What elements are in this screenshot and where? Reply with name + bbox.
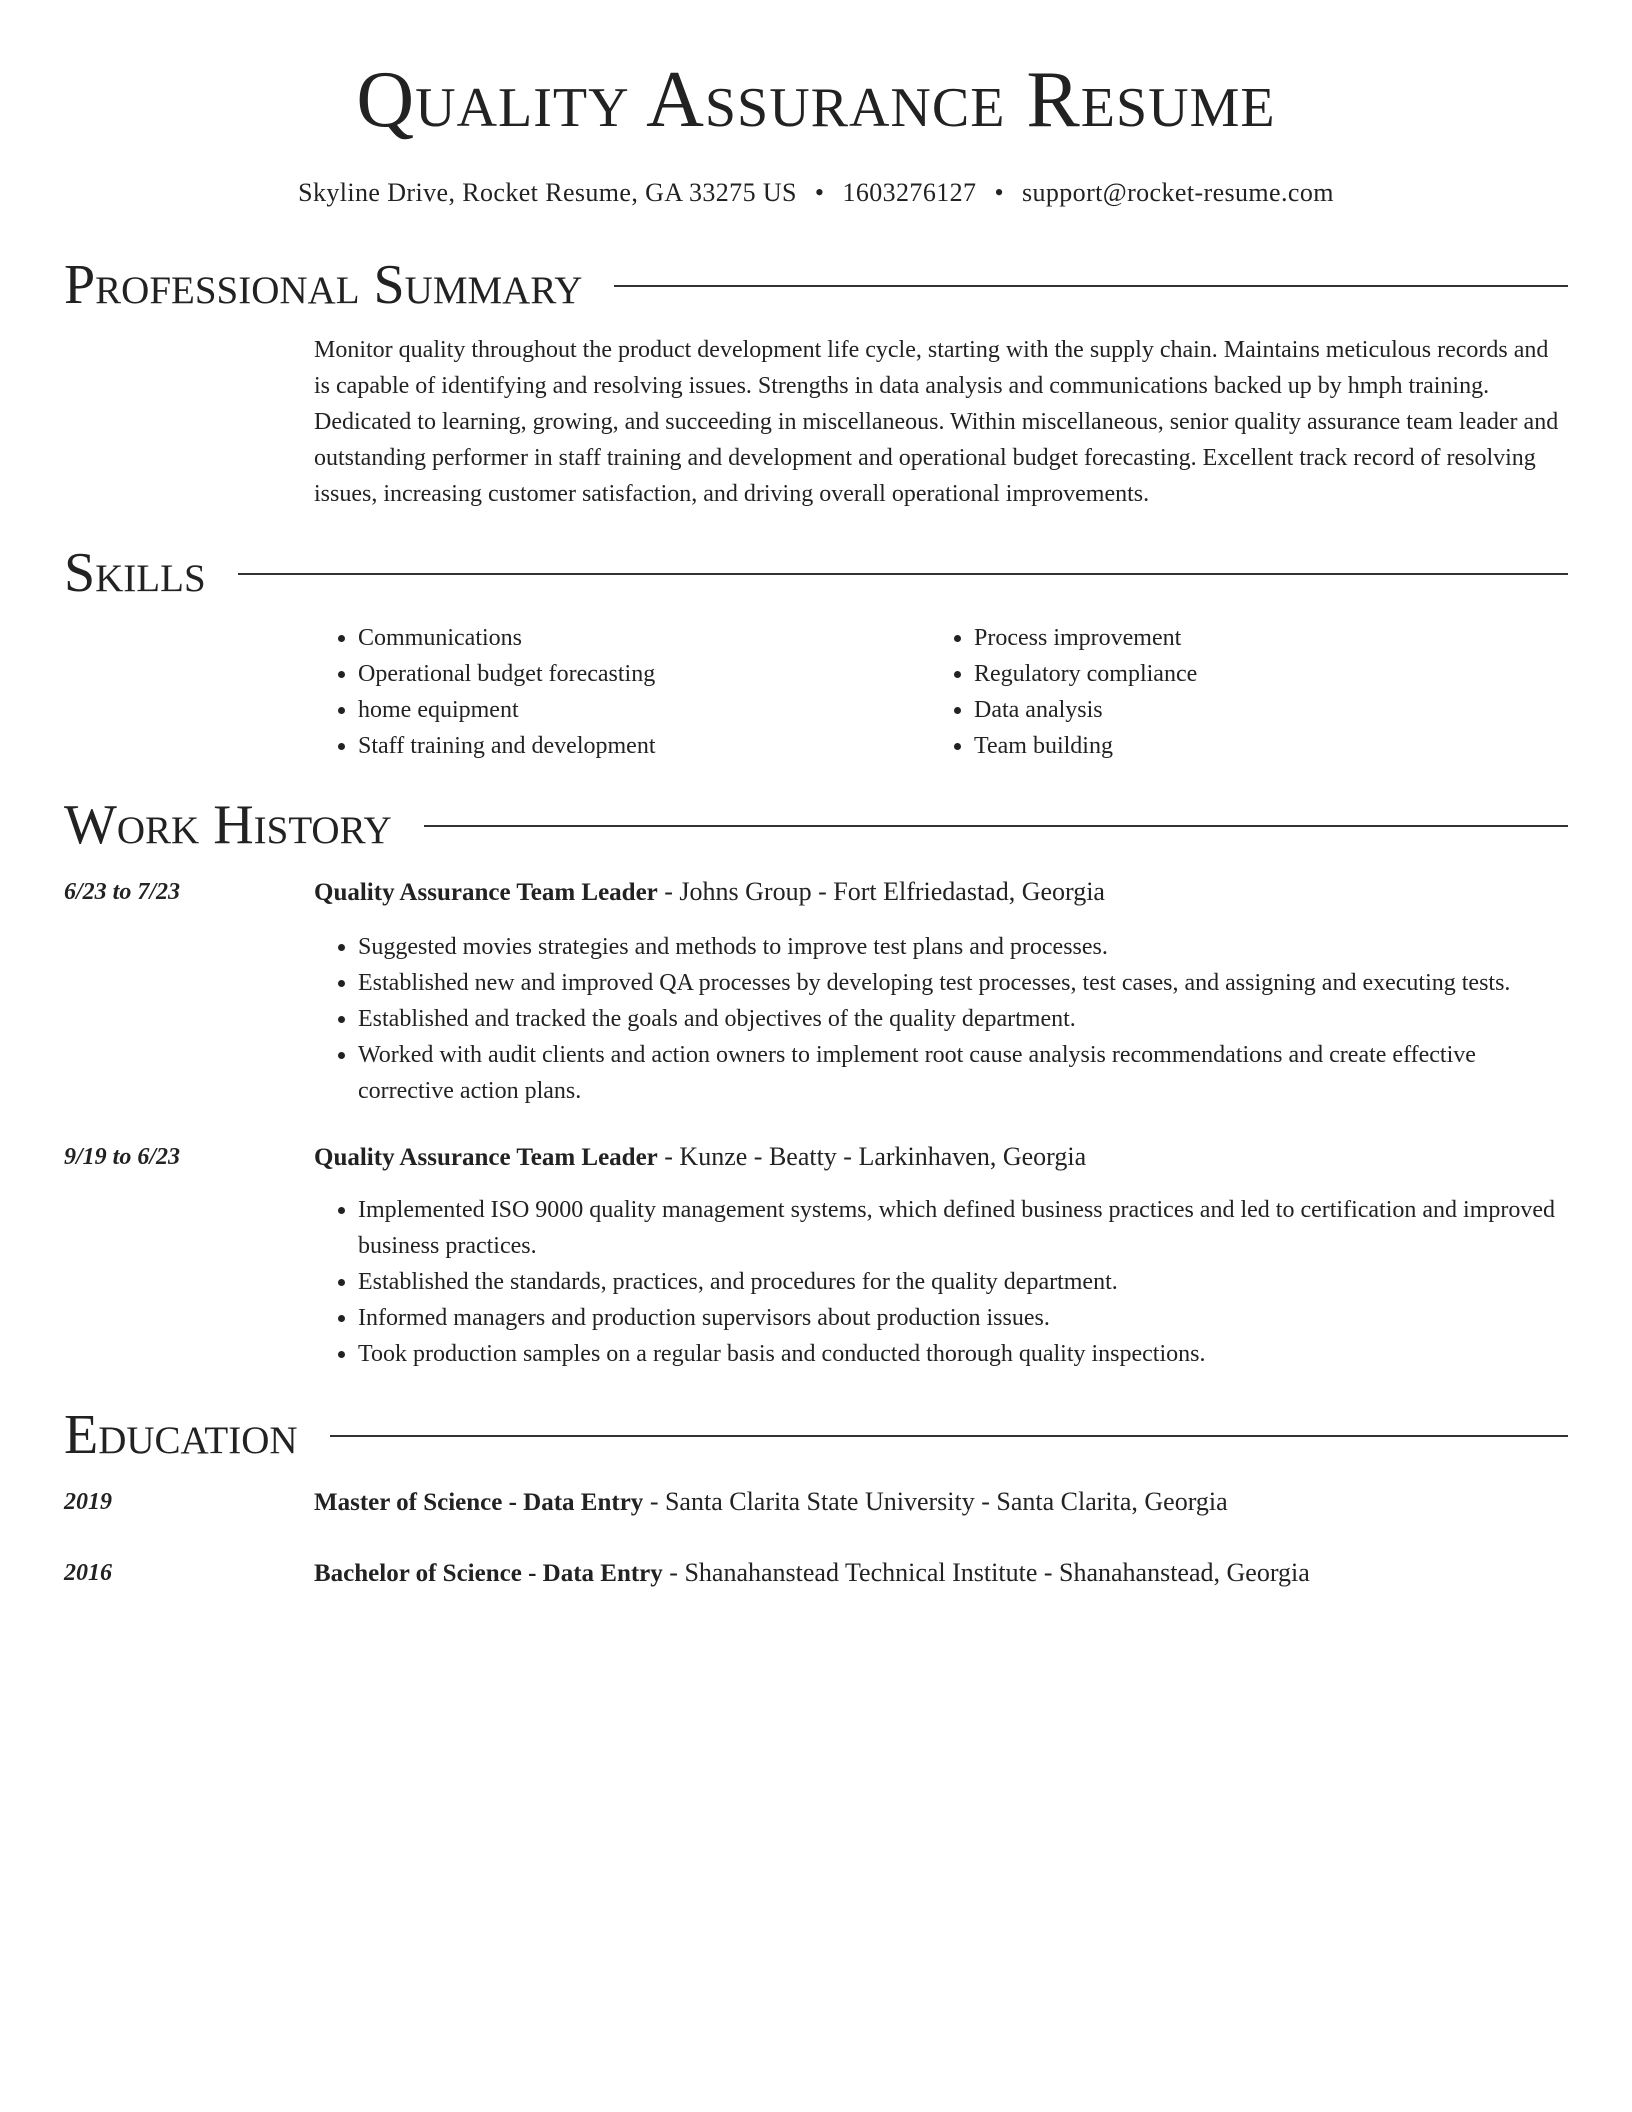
education-line [314,1484,1568,1521]
skills-list-right [930,620,1546,764]
job-employer: - Johns Group - Fort Elfriedastad, Georgia [657,877,1105,906]
education-line [314,1555,1568,1592]
job-title: Quality Assurance Team Leader [314,879,658,906]
job-details [314,874,1568,1109]
skill-item: • Regulatory compliance [974,656,1546,692]
education-school: - Santa Clarita State University - Santa Clarita, Georgia [643,1487,1228,1516]
job-details [314,1139,1568,1372]
job-title-line [314,874,1568,911]
education-section [64,1400,1568,1592]
education-details [314,1484,1568,1521]
job-duty: • Established the standards, practices, and procedures for the quality department. [358,1264,1568,1300]
summary-body [314,332,1568,512]
skill-item: • home equipment [358,692,930,728]
education-school: - Shanahanstead Technical Institute - Shanahanstead, Georgia [662,1558,1310,1587]
skill-item: • Process improvement [974,620,1546,656]
job-employer: - Kunze - Beatty - Larkinhaven, Georgia [657,1142,1087,1171]
job-entry [64,874,1568,1109]
contact-email: support@rocket-resume.com [1021,178,1334,207]
education-year: 2016 [64,1560,112,1586]
skill-item: • Data analysis [974,692,1546,728]
skills-heading: Skills [64,542,206,604]
skills-heading-row [64,538,1568,608]
job-duty: • Implemented ISO 9000 quality management systems, which defined business practices and led to certification and improved business practices. [358,1192,1568,1264]
contact-line [0,176,1632,210]
section-divider [424,825,1568,827]
job-title: Quality Assurance Team Leader [314,1144,658,1171]
education-degree: Bachelor of Science - Data Entry [314,1560,663,1587]
job-duty: • Took production samples on a regular basis and conducted thorough quality inspections. [358,1336,1568,1372]
contact-phone: 1603276127 [842,178,977,207]
skills-list-left [314,620,930,764]
education-year: 2019 [64,1489,112,1515]
skill-item: • Team building [974,728,1546,764]
skills-section [64,538,1568,764]
contact-separator: • [814,178,825,207]
work-heading-row [64,790,1568,860]
job-duties [314,1192,1568,1372]
education-heading: Education [64,1404,298,1466]
section-divider [238,573,1568,575]
job-duty: • Worked with audit clients and action owners to implement root cause analysis recommendations and create effective corrective action plans. [358,1037,1568,1109]
job-duty: • Established new and improved QA processes by developing test processes, test cases, and assigning and executing tests. [358,965,1568,1001]
summary-heading-row [64,250,1568,320]
education-details [314,1555,1568,1592]
job-dates: 6/23 to 7/23 [64,879,181,905]
job-duty: • Established and tracked the goals and objectives of the quality department. [358,1001,1568,1037]
resume-title: Quality Assurance Resume [356,56,1276,144]
education-entry [64,1555,1568,1592]
work-section [64,790,1568,1372]
education-entry [64,1484,1568,1521]
contact-separator: • [994,178,1004,207]
skill-item: • Communications [358,620,930,656]
job-duties [314,929,1568,1109]
work-heading: Work History [64,794,392,856]
skill-item: • Staff training and development [358,728,930,764]
section-divider [330,1435,1568,1437]
job-title-line [314,1139,1568,1176]
resume-header [0,52,1632,210]
job-duty: • Suggested movies strategies and methods to improve test plans and processes. [358,929,1568,965]
skills-grid [314,620,1568,764]
summary-text: Monitor quality throughout the product development life cycle, starting with the supply chain. Maintains meticulous records and is capable of identifying and resolving issues. Strengths in data analysis and communications backed up by hmph training. Dedicated to learning, growing, and succeeding in miscellaneous. Within miscellaneous, senior quality assurance team leader and outstanding performer in staff training and development and operational budget forecasting. Excellent track record of resolving issues, increasing customer satisfaction, and driving overall operational improvements. [314,337,1559,507]
job-dates: 9/19 to 6/23 [64,1144,181,1170]
education-degree: Master of Science - Data Entry [314,1489,644,1516]
job-duty: • Informed managers and production supervisors about production issues. [358,1300,1568,1336]
education-heading-row [64,1400,1568,1470]
section-divider [614,285,1568,287]
skill-item: • Operational budget forecasting [358,656,930,692]
job-entry [64,1139,1568,1372]
summary-heading: Professional Summary [64,254,583,316]
summary-section [64,250,1568,512]
contact-address: Skyline Drive, Rocket Resume, GA 33275 US [298,178,797,207]
